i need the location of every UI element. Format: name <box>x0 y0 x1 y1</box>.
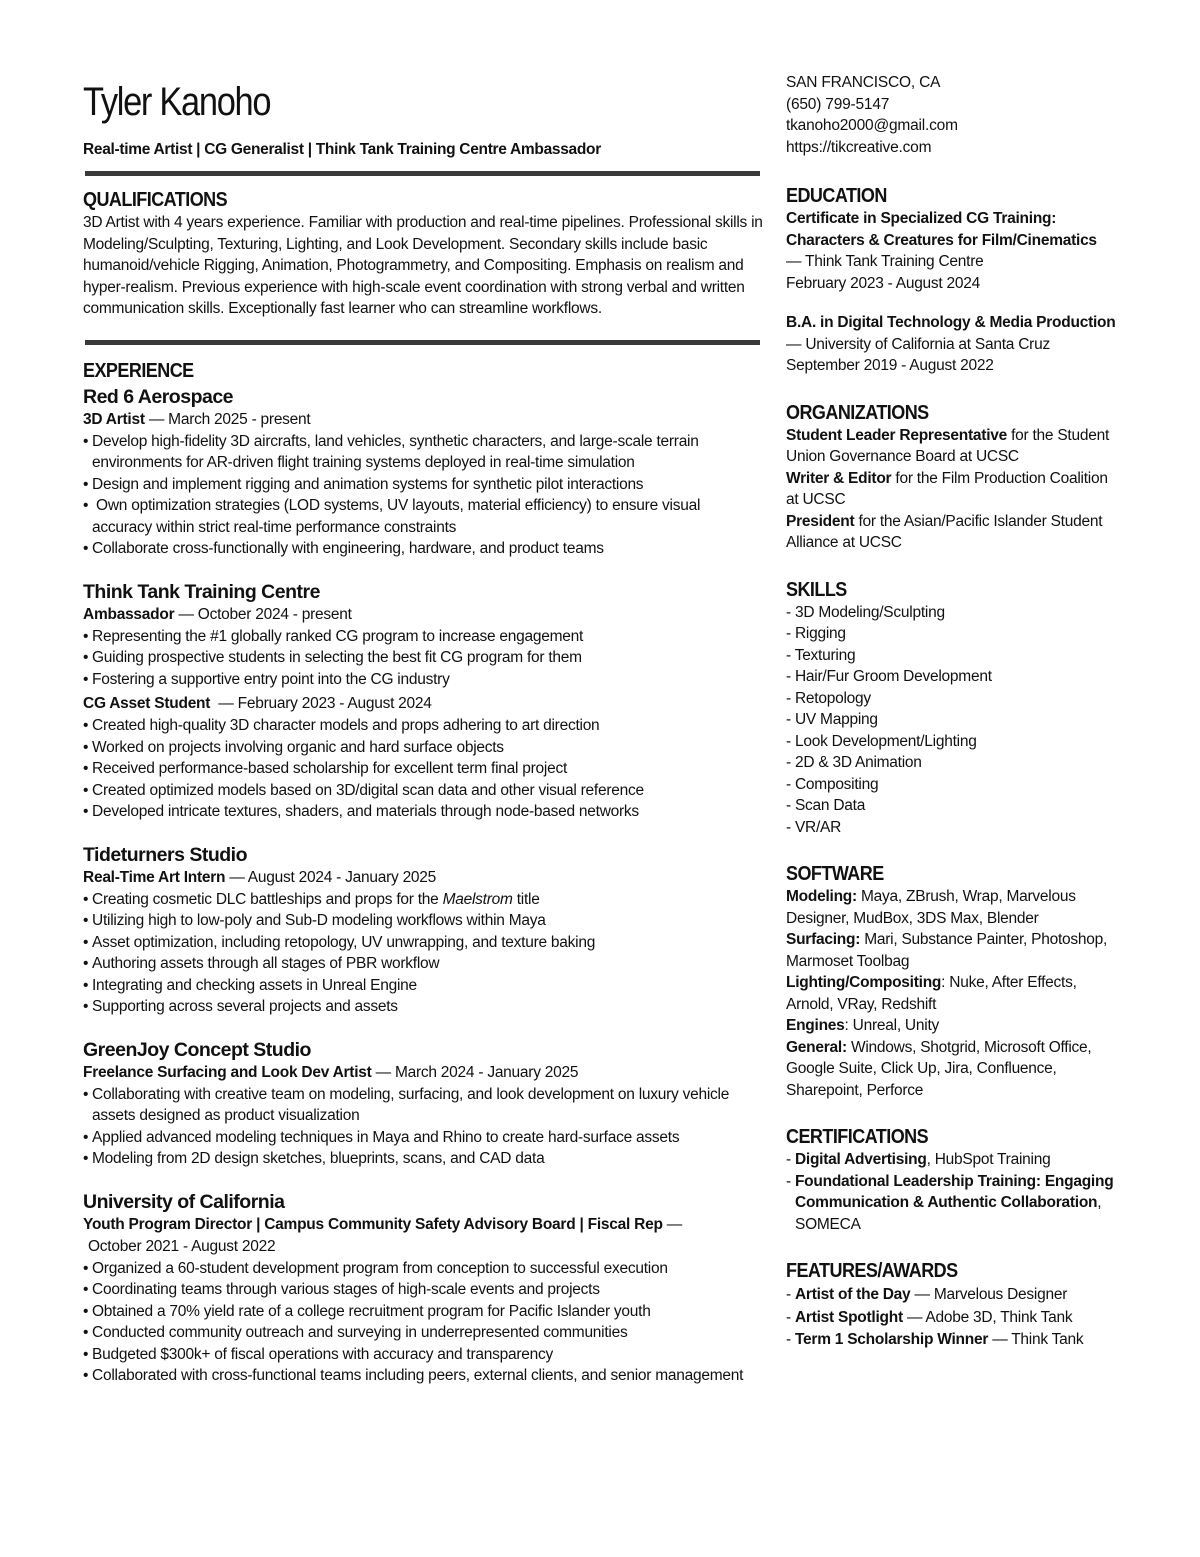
dash: — <box>229 868 245 886</box>
list-item: - Artist Spotlight — Adobe 3D, Think Tank <box>786 1309 1073 1326</box>
list-item: - Compositing <box>786 775 879 793</box>
role-title: Real-Time Art Intern <box>83 868 226 886</box>
role-title: CG Asset Student <box>83 695 211 712</box>
right-column <box>786 72 1116 1351</box>
education-dates: September 2019 - August 2022 <box>786 357 994 374</box>
list-item: General: Windows, Shotgrid, Microsoft Office, Google Suite, Click Up, Jira, Confluence, Sharepoint, Perforce <box>786 1038 1092 1099</box>
list-item: - Retopology <box>786 689 871 707</box>
contact-block <box>786 72 1116 158</box>
role-dates: March 2025 - present <box>168 410 311 428</box>
list-item: Student Leader Representative for the Student Union Governance Board at UCSC <box>786 426 1110 465</box>
bullet-list <box>83 1258 763 1387</box>
list-item: • Authoring assets through all stages of PBR workflow <box>83 955 440 972</box>
job-role <box>83 1062 763 1084</box>
dash: — <box>666 1215 682 1233</box>
company-name: Tideturners Studio <box>83 843 247 866</box>
bullet-list <box>83 715 763 823</box>
role-dates: February 2023 - August 2024 <box>237 695 432 712</box>
list-item: - Hair/Fur Groom Development <box>786 668 992 685</box>
list-item: - Rigging <box>786 625 846 642</box>
list-item: • Coordinating teams through various stages of high-scale events and projects <box>83 1281 600 1298</box>
dash: — <box>786 335 802 353</box>
role-dates: August 2024 - January 2025 <box>247 868 437 886</box>
role-dates: October 2021 - August 2022 <box>88 1237 276 1255</box>
candidate-name: Tyler Kanoho <box>83 80 271 124</box>
list-item: President for the Asian/Pacific Islander Student Alliance at UCSC <box>786 512 1103 551</box>
organizations-list <box>786 425 1116 554</box>
list-item: • Obtained a 70% yield rate of a college recruitment program for Pacific Islander youth <box>83 1302 651 1320</box>
company-name: GreenJoy Concept Studio <box>83 1038 311 1061</box>
role-title: Freelance Surfacing and Look Dev Artist <box>83 1063 372 1081</box>
education-entry <box>786 208 1116 294</box>
role-dates: October 2024 - present <box>197 605 352 623</box>
tagline: Real-time Artist | CG Generalist | Think Tank Training Centre Ambassador <box>83 141 601 158</box>
list-item: • Guiding prospective students in selecting the best fit CG program for them <box>83 649 582 666</box>
list-item: • Supporting across several projects and assets <box>83 998 398 1015</box>
job-role <box>83 693 763 715</box>
list-item: Writer & Editor for the Film Production Coalition at UCSC <box>786 469 1108 508</box>
phone: (650) 799-5147 <box>786 95 890 113</box>
dash: — <box>148 410 165 428</box>
education-title: EDUCATION <box>786 185 887 207</box>
bullet-list <box>83 1084 763 1170</box>
website-link[interactable]: https://tikcreative.com <box>786 138 932 156</box>
role-title: Youth Program Director | Campus Community Safety Advisory Board | Fiscal Rep <box>83 1215 663 1233</box>
role-dates: March 2024 - January 2025 <box>394 1063 579 1081</box>
list-item: • Representing the #1 globally ranked CG program to increase engagement <box>83 627 584 645</box>
certifications-title: CERTIFICATIONS <box>786 1126 929 1148</box>
qualifications-text: 3D Artist with 4 years experience. Familiar with production and real-time pipelines. Professional skills in Modeling/Sculpting, Texturing, Lighting, and Look Development. Secondary skills include basic humanoid/vehicle Rigging, Animation, Photogrammetry, and Compositing. Emphasis on realism and hyper-realism. Previous experience with high-scale event coordination with strong verbal and written communication skills. Exceptionally fast learner who can streamline workflows. <box>83 214 763 317</box>
divider <box>85 340 760 345</box>
role-title: Ambassador <box>83 605 175 623</box>
software-title: SOFTWARE <box>786 863 884 885</box>
divider <box>85 171 760 176</box>
qualifications-title: QUALIFICATIONS <box>83 189 228 211</box>
list-item: • Worked on projects involving organic and hard surface objects <box>83 738 504 756</box>
list-item: • Asset optimization, including retopology, UV unwrapping, and texture baking <box>83 933 596 951</box>
skills-list <box>786 602 1116 839</box>
list-item: • Design and implement rigging and animation systems for synthetic pilot interactions <box>83 475 644 493</box>
list-item: • Conducted community outreach and surveying in underrepresented communities <box>83 1324 628 1341</box>
skills-title: SKILLS <box>786 578 847 601</box>
list-item: - Artist of the Day — Marvelous Designer <box>786 1286 1068 1303</box>
role-title: 3D Artist <box>83 410 145 428</box>
list-item: • Utilizing high to low-poly and Sub-D modeling workflows within Maya <box>83 912 546 929</box>
job-role <box>83 604 763 626</box>
list-item: • Develop high-fidelity 3D aircrafts, land vehicles, synthetic characters, and large-scale terrain environments for AR-driven flight training systems deployed in real-time simulation <box>83 432 699 471</box>
list-item: • Budgeted $300k+ of fiscal operations with accuracy and transparency <box>83 1345 554 1363</box>
company-name: Red 6 Aerospace <box>83 385 234 408</box>
list-item: Modeling: Maya, ZBrush, Wrap, Marvelous Designer, MudBox, 3DS Max, Blender <box>786 888 1076 927</box>
list-item: - Scan Data <box>786 797 866 814</box>
degree: B.A. in Digital Technology & Media Production <box>786 314 1116 331</box>
left-column <box>83 78 763 1387</box>
game-title: Maelstrom <box>442 890 513 908</box>
list-item: • Created high-quality 3D character models and props adhering to art direction <box>83 717 600 734</box>
education-dates: February 2023 - August 2024 <box>786 274 981 292</box>
list-item: - UV Mapping <box>786 711 878 728</box>
location: SAN FRANCISCO, CA <box>786 74 941 91</box>
list-item: - 3D Modeling/Sculpting <box>786 603 945 621</box>
list-item: • Applied advanced modeling techniques in Maya and Rhino to create hard-surface assets <box>83 1128 680 1146</box>
list-item: • Organized a 60-student development program from conception to successful execution <box>83 1259 668 1277</box>
list-item: • Own optimization strategies (LOD systems, UV layouts, material efficiency) to ensure visual accuracy within strict real-time performance constraints <box>83 497 701 536</box>
job-role <box>83 1214 763 1236</box>
list-item: • Creating cosmetic DLC battleships and props for the Maelstrom title <box>83 890 540 908</box>
certifications-list <box>786 1149 1116 1235</box>
list-item: • Modeling from 2D design sketches, blueprints, scans, and CAD data <box>83 1150 545 1167</box>
list-item: Lighting/Compositing: Nuke, After Effects, Arnold, VRay, Redshift <box>786 974 1077 1013</box>
bullet-list <box>83 626 763 691</box>
school: Think Tank Training Centre <box>805 253 984 270</box>
school: University of California at Santa Cruz <box>805 335 1050 353</box>
list-item: - Digital Advertising, HubSpot Training <box>786 1151 1051 1168</box>
list-item: - 2D & 3D Animation <box>786 754 922 771</box>
experience-title: EXPERIENCE <box>83 359 194 382</box>
list-item: Engines: Unreal, Unity <box>786 1017 939 1034</box>
organizations-title: ORGANIZATIONS <box>786 401 929 424</box>
bullet-list <box>83 889 763 1018</box>
job-role <box>83 409 763 431</box>
company-name: Think Tank Training Centre <box>83 580 320 603</box>
dash: — <box>786 253 802 270</box>
dash: — <box>375 1063 391 1081</box>
list-item: • Collaborate cross-functionally with engineering, hardware, and product teams <box>83 540 604 557</box>
list-item: • Collaborating with creative team on modeling, surfacing, and look development on luxury vehicle assets designed as product visualization <box>83 1085 730 1124</box>
list-item: • Integrating and checking assets in Unreal Engine <box>83 976 417 994</box>
bullet-list <box>83 431 763 560</box>
education-entry <box>786 312 1116 377</box>
list-item: - Term 1 Scholarship Winner — Think Tank <box>786 1331 1084 1348</box>
list-item: • Fostering a supportive entry point into the CG industry <box>83 670 450 688</box>
list-item: - Texturing <box>786 646 856 664</box>
list-item: - VR/AR <box>786 818 842 836</box>
list-item: - Foundational Leadership Training: Engaging Communication & Authentic Collaboration, SOMECA <box>786 1172 1114 1233</box>
list-item: • Received performance-based scholarship for excellent term final project <box>83 760 568 777</box>
list-item: • Collaborated with cross-functional teams including peers, external clients, and senior management <box>83 1367 744 1384</box>
job-role <box>83 867 763 889</box>
list-item: • Created optimized models based on 3D/digital scan data and other visual reference <box>83 781 644 799</box>
dash: — <box>178 605 194 623</box>
awards-title: FEATURES/AWARDS <box>786 1260 958 1282</box>
list-item: - Look Development/Lighting <box>786 732 977 750</box>
email-link[interactable]: tkanoho2000@gmail.com <box>786 117 958 134</box>
awards-list <box>786 1283 1116 1351</box>
software-list <box>786 886 1116 1101</box>
dash: — <box>218 695 234 712</box>
degree: Certificate in Specialized CG Training: Characters & Creatures for Film/Cinematics <box>786 210 1097 249</box>
list-item: • Developed intricate textures, shaders, and materials through node-based networks <box>83 803 639 820</box>
list-item: Surfacing: Mari, Substance Painter, Photoshop, Marmoset Toolbag <box>786 931 1108 970</box>
company-name: University of California <box>83 1190 285 1213</box>
